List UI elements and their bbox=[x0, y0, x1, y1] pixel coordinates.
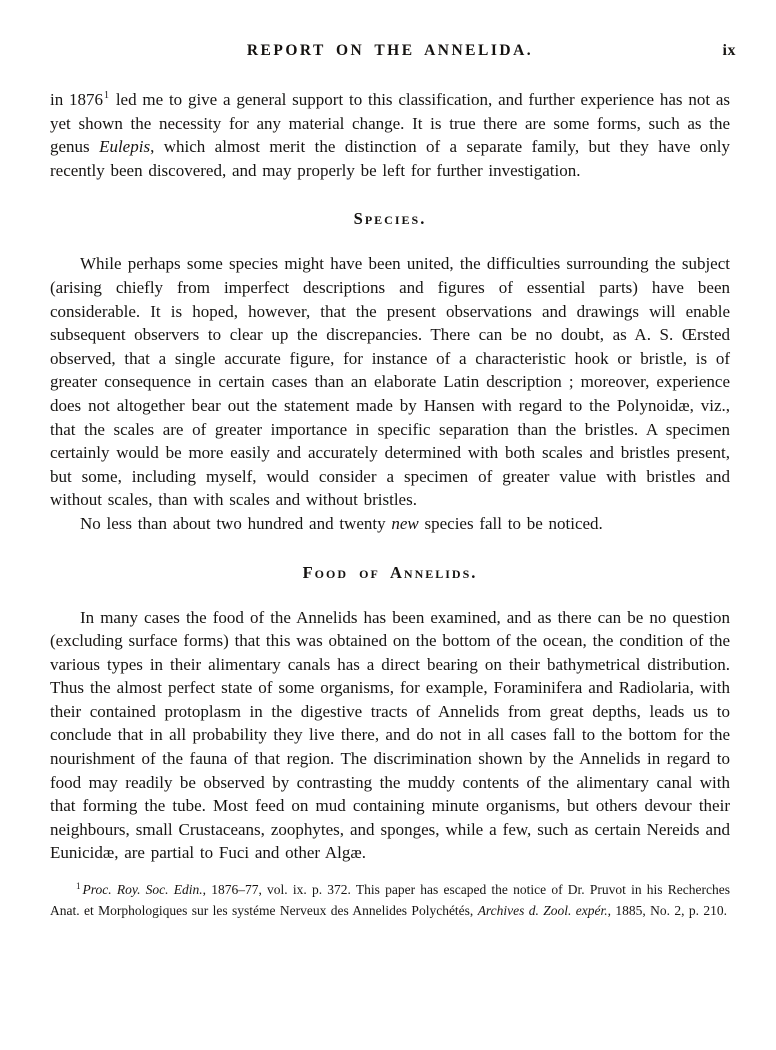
species-count-text-2: species fall to be noticed. bbox=[418, 513, 603, 533]
footnote-citation-journal-1: Proc. Roy. Soc. Edin. bbox=[82, 882, 203, 898]
species-count-emphasis-new: new bbox=[391, 513, 419, 533]
running-title: REPORT ON THE ANNELIDA. bbox=[246, 42, 534, 59]
text-block bbox=[50, 42, 736, 921]
footnote-marker: 1 bbox=[76, 880, 81, 891]
footnote-citation-journal-2: Archives d. Zool. expér. bbox=[477, 903, 608, 919]
footnote bbox=[50, 879, 730, 921]
page-number: ix bbox=[722, 42, 736, 59]
section-heading-food-of-annelids: Food of Annelids. bbox=[302, 562, 478, 582]
footnote-text-1: , 1876–77, vol. ix. p. 372. This paper has escaped the notice of Dr. Pruvot in his Recherches Anat. et Morphologiques sur les systéme Nerveux des Annelides Polychétés, bbox=[50, 882, 730, 919]
footnote-text-2: , 1885, No. 2, p. 210. bbox=[607, 903, 728, 919]
paragraph-food-discussion: In many cases the food of the Annelids has been examined, and as there can be no question (excluding surface forms) that this was obtained on the bottom of the ocean, the condition of the various types in their alimentary canals has a direct bearing on their bathymetrical distribution. Thus the almost perfect state of some organisms, for example, Foraminifera and Radiolaria, with their contained protoplasm in the digestive tracts of Annelids from great depths, leads us to conclude that in all probability they live there, and do not in all cases fall to the bottom for the nourishment of the fauna of that region. The discrimination shown by the Annelids in regard to food may readily be observed by contrasting the muddy contents of the alimentary canal with that forming the tube. Most feed on mud containing minute organisms, but others devour their neighbours, small Crustaceans, zoophytes, and sponges, while a few, such as certain Nereids and Eunicidæ, are partial to Fuci and other Algæ. bbox=[50, 607, 730, 863]
running-head bbox=[50, 42, 736, 66]
intro-text-3: , which almost merit the distinction of a separate family, but they have only recently been discovered, and may properly be left for further investigation. bbox=[50, 137, 730, 180]
intro-text-1: in 1876 bbox=[50, 90, 104, 109]
paragraph-species-discussion: While perhaps some species might have been united, the difficulties surrounding the subject (arising chiefly from imperfect descriptions and figures of essential parts) have been considerable. It is hoped, however, that the present observations and drawings will enable subsequent observers to clear up the discrepancies. There can be no doubt, as A. S. Œrsted observed, that a single accurate figure, for instance of a characteristic hook or bristle, is of greater consequence in certain cases than an elaborate Latin description ; moreover, experience does not altogether bear out the statement made by Hansen with regard to the Polynoidæ, viz., that the scales are of greater importance in specific separation than the bristles. A specimen certainly would be more easily and accurately determined with both scales and bristles present, but some, including myself, would consider a specimen of greater value with bristles and without scales, than with scales and without bristles. bbox=[50, 254, 730, 510]
paragraph-intro bbox=[50, 88, 730, 182]
genus-name-eulepis: Eulepis bbox=[99, 137, 151, 157]
intro-text-2: led me to give a general support to this classification, and further experience has not as yet shown the necessity for any material change. It is true there are some forms, such as the genus bbox=[50, 90, 730, 157]
section-heading-species: Species. bbox=[353, 209, 427, 229]
footnote-reference-marker: 1 bbox=[104, 90, 110, 102]
species-count-text-1: No less than about two hundred and twenty bbox=[80, 513, 392, 533]
paragraph-species-count bbox=[50, 512, 730, 536]
